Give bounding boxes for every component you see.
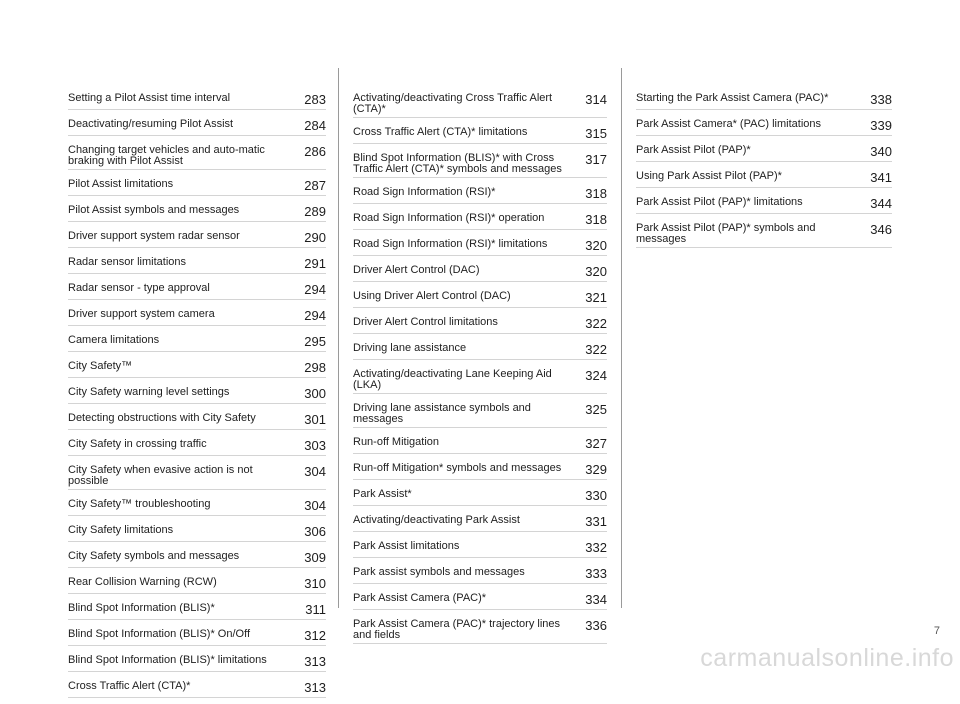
toc-entry[interactable]: [353, 538, 607, 558]
toc-entry[interactable]: [68, 358, 326, 378]
toc-entry-page: 290: [304, 230, 326, 245]
toc-entry-page: 303: [304, 438, 326, 453]
toc-entry-title: Road Sign Information (RSI)*: [353, 186, 496, 198]
toc-entry[interactable]: [353, 486, 607, 506]
toc-entry[interactable]: [636, 168, 892, 188]
toc-entry-title: Using Driver Alert Control (DAC): [353, 290, 511, 302]
toc-entry-title: City Safety in crossing traffic: [68, 438, 207, 450]
toc-entry-page: 298: [304, 360, 326, 375]
toc-entry[interactable]: [68, 548, 326, 568]
toc-entry[interactable]: [68, 652, 326, 672]
toc-entry[interactable]: [353, 400, 607, 428]
column-divider: [621, 68, 622, 608]
toc-entry-page: 286: [304, 144, 326, 159]
toc-entry-title: Changing target vehicles and auto-matic braking with Pilot Assist: [68, 144, 265, 167]
toc-entry-page: 320: [585, 264, 607, 279]
toc-entry-title: Activating/deactivating Cross Traffic Alert (CTA)*: [353, 92, 553, 115]
toc-entry[interactable]: [353, 314, 607, 334]
toc-entry-title: Blind Spot Information (BLIS)* On/Off: [68, 628, 250, 640]
toc-column-2: [353, 90, 607, 650]
toc-entry-title: Park Assist Camera (PAC)*: [353, 592, 487, 604]
toc-entry-title: Run-off Mitigation* symbols and messages: [353, 462, 562, 474]
toc-entry-page: 333: [585, 566, 607, 581]
toc-entry[interactable]: [68, 202, 326, 222]
toc-entry[interactable]: [353, 150, 607, 178]
toc-entry-title: Blind Spot Information (BLIS)*: [68, 602, 215, 614]
toc-entry-page: 313: [304, 654, 326, 669]
toc-entry[interactable]: [68, 306, 326, 326]
toc-entry[interactable]: [636, 116, 892, 136]
toc-entry[interactable]: [68, 626, 326, 646]
toc-entry[interactable]: [636, 194, 892, 214]
toc-entry-title: Setting a Pilot Assist time interval: [68, 92, 231, 104]
toc-entry-page: 283: [304, 92, 326, 107]
toc-entry[interactable]: [68, 410, 326, 430]
toc-entry[interactable]: [353, 184, 607, 204]
toc-entry-page: 304: [304, 498, 326, 513]
toc-entry-page: 329: [585, 462, 607, 477]
toc-entry[interactable]: [353, 340, 607, 360]
watermark: carmanualsonline.info: [700, 644, 954, 672]
toc-entry[interactable]: [353, 590, 607, 610]
toc-entry-page: 331: [585, 514, 607, 529]
toc-entry[interactable]: [68, 116, 326, 136]
toc-entry-title: Park Assist Pilot (PAP)* symbols and messages: [636, 222, 816, 245]
toc-entry[interactable]: [68, 280, 326, 300]
toc-entry[interactable]: [68, 574, 326, 594]
toc-entry-title: City Safety when evasive action is not possible: [68, 464, 253, 487]
toc-entry-page: 315: [585, 126, 607, 141]
toc-entry-title: Pilot Assist limitations: [68, 178, 174, 190]
toc-entry-page: 338: [870, 92, 892, 107]
toc-entry-title: Driving lane assistance: [353, 342, 467, 354]
toc-entry-page: 346: [870, 222, 892, 237]
toc-entry-page: 291: [304, 256, 326, 271]
toc-entry[interactable]: [353, 460, 607, 480]
toc-entry-title: City Safety symbols and messages: [68, 550, 240, 562]
toc-entry-page: 339: [870, 118, 892, 133]
toc-entry-title: Road Sign Information (RSI)* operation: [353, 212, 545, 224]
toc-entry-title: Activating/deactivating Park Assist: [353, 514, 520, 526]
toc-entry[interactable]: [68, 462, 326, 490]
toc-entry[interactable]: [68, 228, 326, 248]
toc-entry-page: 301: [304, 412, 326, 427]
toc-entry-title: Driver Alert Control (DAC): [353, 264, 480, 276]
toc-entry-page: 322: [585, 342, 607, 357]
toc-entry-page: 312: [304, 628, 326, 643]
toc-entry-title: Park Assist Camera* (PAC) limitations: [636, 118, 822, 130]
toc-entry-page: 313: [304, 680, 326, 695]
toc-entry-title: Park Assist Pilot (PAP)*: [636, 144, 751, 156]
toc-entry-page: 294: [304, 282, 326, 297]
toc-entry-page: 317: [585, 152, 607, 167]
toc-entry-title: Driver support system camera: [68, 308, 215, 320]
toc-entry-page: 289: [304, 204, 326, 219]
toc-entry[interactable]: [353, 434, 607, 454]
toc-entry[interactable]: [353, 564, 607, 584]
toc-entry-page: 336: [585, 618, 607, 633]
toc-entry-title: Blind Spot Information (BLIS)* with Cross Traffic Alert (CTA)* symbols and messages: [353, 152, 562, 175]
toc-entry-page: 311: [305, 602, 326, 617]
toc-column-3: [636, 90, 892, 254]
toc-entry[interactable]: [68, 332, 326, 352]
toc-entry-title: Park Assist limitations: [353, 540, 460, 552]
toc-entry-page: 295: [304, 334, 326, 349]
toc-entry-page: 314: [585, 92, 607, 107]
toc-entry[interactable]: [353, 366, 607, 394]
toc-entry-title: Pilot Assist symbols and messages: [68, 204, 240, 216]
toc-entry-title: Cross Traffic Alert (CTA)* limitations: [353, 126, 528, 138]
column-divider: [338, 68, 339, 608]
toc-entry-title: Run-off Mitigation: [353, 436, 440, 448]
toc-entry-title: City Safety limitations: [68, 524, 174, 536]
toc-entry-page: 294: [304, 308, 326, 323]
toc-entry[interactable]: [353, 124, 607, 144]
toc-entry-title: Using Park Assist Pilot (PAP)*: [636, 170, 782, 182]
toc-entry-page: 322: [585, 316, 607, 331]
toc-entry-title: Road Sign Information (RSI)* limitations: [353, 238, 548, 250]
toc-entry-title: Rear Collision Warning (RCW): [68, 576, 217, 588]
toc-entry-page: 324: [585, 368, 607, 383]
toc-entry-page: 332: [585, 540, 607, 555]
toc-entry-page: 284: [304, 118, 326, 133]
toc-entry-title: Activating/deactivating Lane Keeping Aid (LKA): [353, 368, 552, 391]
toc-entry-page: 309: [304, 550, 326, 565]
toc-entry[interactable]: [636, 220, 892, 248]
toc-entry-title: Starting the Park Assist Camera (PAC)*: [636, 92, 829, 104]
toc-column-1: [68, 90, 326, 704]
toc-entry[interactable]: [68, 254, 326, 274]
toc-entry-title: Detecting obstructions with City Safety: [68, 412, 256, 424]
toc-entry-page: 306: [304, 524, 326, 539]
toc-entry-title: City Safety warning level settings: [68, 386, 230, 398]
toc-entry-page: 300: [304, 386, 326, 401]
toc-entry[interactable]: [68, 176, 326, 196]
toc-entry-title: Radar sensor limitations: [68, 256, 186, 268]
toc-entry-title: Park Assist Camera (PAC)* trajectory lines and fields: [353, 618, 561, 641]
toc-entry[interactable]: [636, 142, 892, 162]
toc-entry[interactable]: [68, 496, 326, 516]
toc-entry-page: 310: [304, 576, 326, 591]
toc-entry-page: 325: [585, 402, 607, 417]
toc-entry[interactable]: [353, 210, 607, 230]
toc-entry[interactable]: [353, 288, 607, 308]
toc-entry-title: Blind Spot Information (BLIS)* limitations: [68, 654, 267, 666]
toc-entry-page: 321: [585, 290, 607, 305]
toc-entry-page: 334: [585, 592, 607, 607]
toc-entry[interactable]: [353, 616, 607, 644]
toc-entry-page: 304: [304, 464, 326, 479]
toc-entry-title: Cross Traffic Alert (CTA)*: [68, 680, 191, 692]
toc-entry[interactable]: [68, 678, 326, 698]
toc-entry-title: Deactivating/resuming Pilot Assist: [68, 118, 234, 130]
toc-entry-title: Camera limitations: [68, 334, 160, 346]
toc-entry-title: Park Assist*: [353, 488, 412, 500]
toc-entry-title: City Safety™: [68, 360, 133, 372]
toc-entry-page: 344: [870, 196, 892, 211]
toc-entry-page: 320: [585, 238, 607, 253]
toc-entry-title: Driver support system radar sensor: [68, 230, 240, 242]
toc-entry[interactable]: [68, 522, 326, 542]
toc-entry-title: Park assist symbols and messages: [353, 566, 525, 578]
toc-entry[interactable]: [68, 90, 326, 110]
toc-entry-page: 330: [585, 488, 607, 503]
toc-entry[interactable]: [353, 512, 607, 532]
toc-entry[interactable]: [353, 236, 607, 256]
toc-entry-title: Radar sensor - type approval: [68, 282, 210, 294]
toc-entry-page: 287: [304, 178, 326, 193]
toc-entry-page: 327: [585, 436, 607, 451]
toc-entry-page: 318: [585, 212, 607, 227]
toc-entry-title: Driving lane assistance symbols and messages: [353, 402, 531, 425]
toc-entry-title: Driver Alert Control limitations: [353, 316, 498, 328]
toc-entry[interactable]: [353, 262, 607, 282]
toc-entry[interactable]: [636, 90, 892, 110]
toc-entry[interactable]: [68, 436, 326, 456]
toc-entry[interactable]: [68, 600, 326, 620]
toc-entry-page: 341: [870, 170, 892, 185]
toc-entry[interactable]: [68, 142, 326, 170]
toc-entry[interactable]: [68, 384, 326, 404]
toc-entry[interactable]: [353, 90, 607, 118]
toc-entry-page: 340: [870, 144, 892, 159]
toc-entry-title: City Safety™ troubleshooting: [68, 498, 211, 510]
toc-entry-title: Park Assist Pilot (PAP)* limitations: [636, 196, 803, 208]
toc-entry-page: 318: [585, 186, 607, 201]
page-number: 7: [933, 625, 940, 637]
